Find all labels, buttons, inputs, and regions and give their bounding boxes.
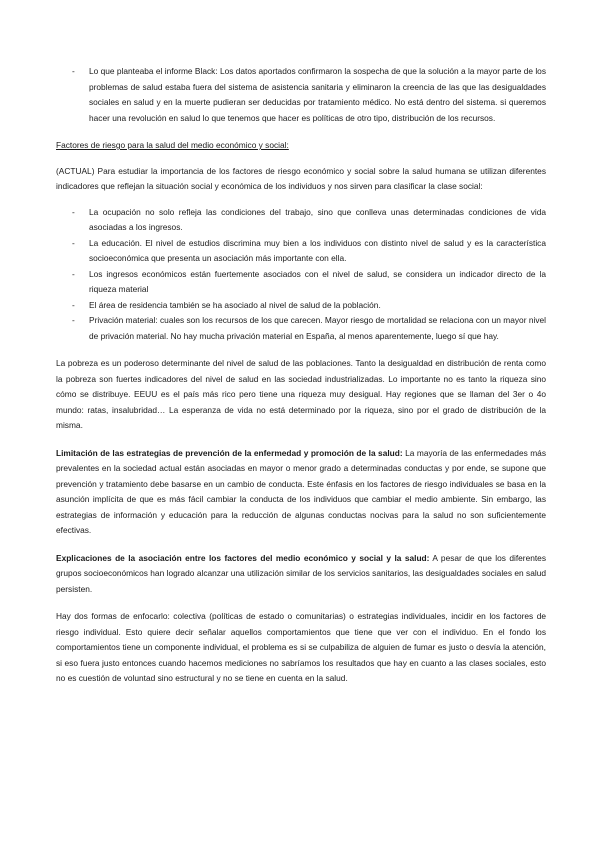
- actual-paragraph: (ACTUAL) Para estudiar la importancia de los factores de riesgo económico y social sobre la salud humana se utilizan diferentes indicadores que reflejan la situación social y económica de los individuos y nos sirven para clasificar la clase social:: [56, 165, 546, 191]
- bullet-text: La ocupación no solo refleja las condiciones del trabajo, sino que conlleva unas determinadas condiciones de vida asociadas a los ingresos.: [89, 206, 546, 232]
- list-item: [56, 298, 546, 314]
- limitation-body: La mayoría de las enfermedades más prevalentes en la sociedad actual están asociadas en mayor o menor grado a determinadas conductas y por ende, se supone que prevención y tratamiento debe basarse en un cambio de conducta. Este énfasis en los factores de riesgo individuales se basa en la asunción implícita de que es más fácil cambiar la conducta de los individuos que cambiar el medio ambiente. Sin embargo, las estrategias de información y educación para la reducción de algunas conductas nocivas para la salud no son suficientemente efectivas.: [56, 447, 546, 535]
- bullet-marker: -: [72, 299, 75, 310]
- list-item: [56, 313, 546, 344]
- indicator-bullet-list: [56, 205, 546, 345]
- poverty-paragraph: La pobreza es un poderoso determinante del nivel de salud de las poblaciones. Tanto la desigualdad en distribución de renta como la pobreza son fuertes indicadores del nivel de salud en las sociedad industrializadas. Lo importante no es tanto la riqueza sino cómo se distribuye. EEUU es el país más rico pero tiene una riqueza muy desigual. Hay regiones que se llaman del 3er o 4o mundo: ratas, insalubridad… La esperanza de vida no está determinado por la riqueza, sino por el grado de distribución de la misma.: [56, 358, 546, 430]
- list-item: [56, 236, 546, 267]
- explanations-paragraph: [56, 551, 546, 598]
- list-item: [56, 205, 546, 236]
- explanations-body: A pesar de que los diferentes grupos socioeconómicos han logrado alcanzar una utilización similar de los servicios sanitarios, las desigualdades sociales en salud persisten.: [56, 552, 546, 594]
- limitation-lead: Limitación de las estrategias de prevención de la enfermedad y promoción de la salud:: [56, 447, 403, 458]
- document-page: [56, 64, 546, 687]
- bullet-text: La educación. El nivel de estudios discrimina muy bien a los individuos con distinto nivel de salud y es la característica socioeconómica que presenta un asociación más importante con ella.: [89, 237, 546, 263]
- bullet-marker: -: [72, 315, 75, 325]
- bullet-text: Privación material: cuales son los recursos de los que carecen. Mayor riesgo de mortalidad se relaciona con un mayor nivel de privación material. No hay mucha privación material en España, al menos aparentemente, luego sí que hay.: [89, 315, 546, 341]
- bullet-text: Los ingresos económicos están fuertemente asociados con el nivel de salud, se considera un indicador directo de la riqueza material: [89, 268, 546, 294]
- explanations-lead: Explicaciones de la asociación entre los factores del medio económico y social y la salud:: [56, 552, 430, 563]
- bullet-text: El área de residencia también se ha asociado al nivel de salud de la población.: [89, 299, 381, 310]
- bullet-marker: -: [72, 66, 75, 76]
- list-item: [56, 267, 546, 298]
- bullet-marker: -: [72, 237, 75, 248]
- approach-paragraph: Hay dos formas de enfocarlo: colectiva (políticas de estado o comunitarias) o estrategias individuales, incidir en los factores de riesgo individual. Esto quiere decir señalar aquellos comportamientos que tiene que ver con el individuo. En el fondo los comportamientos tiene un componente individual, el problema es si se culpabiliza de alguien de fumar es justo o desvía la atención, si eso fuera justo entonces cuando hacemos mediciones no sabríamos los resultados que hay en cuanto a las clases sociales, esto no es cuestión de voluntad sino estructural y no se tiene en cuenta en la salud.: [56, 611, 546, 683]
- limitation-paragraph: [56, 446, 546, 539]
- list-item: [56, 64, 546, 126]
- bullet-marker: -: [72, 206, 75, 217]
- intro-bullet-list: [56, 64, 546, 126]
- bullet-text: Lo que planteaba el informe Black: Los datos aportados confirmaron la sospecha de que la solución a la mayor parte de los problemas de salud estaba fuera del sistema de asistencia sanitaria y eliminaron la creencia de las que las desigualdades sociales en salud y en la muerte pudieran ser deducidas por tratamiento médico. No está dentro del sistema. si queremos hacer una revolución en salud lo que tenemos que hacer es políticas de otro tipo, distribución de los recursos.: [89, 66, 546, 123]
- section-heading: Factores de riesgo para la salud del medio económico y social:: [56, 140, 289, 150]
- bullet-marker: -: [72, 268, 75, 279]
